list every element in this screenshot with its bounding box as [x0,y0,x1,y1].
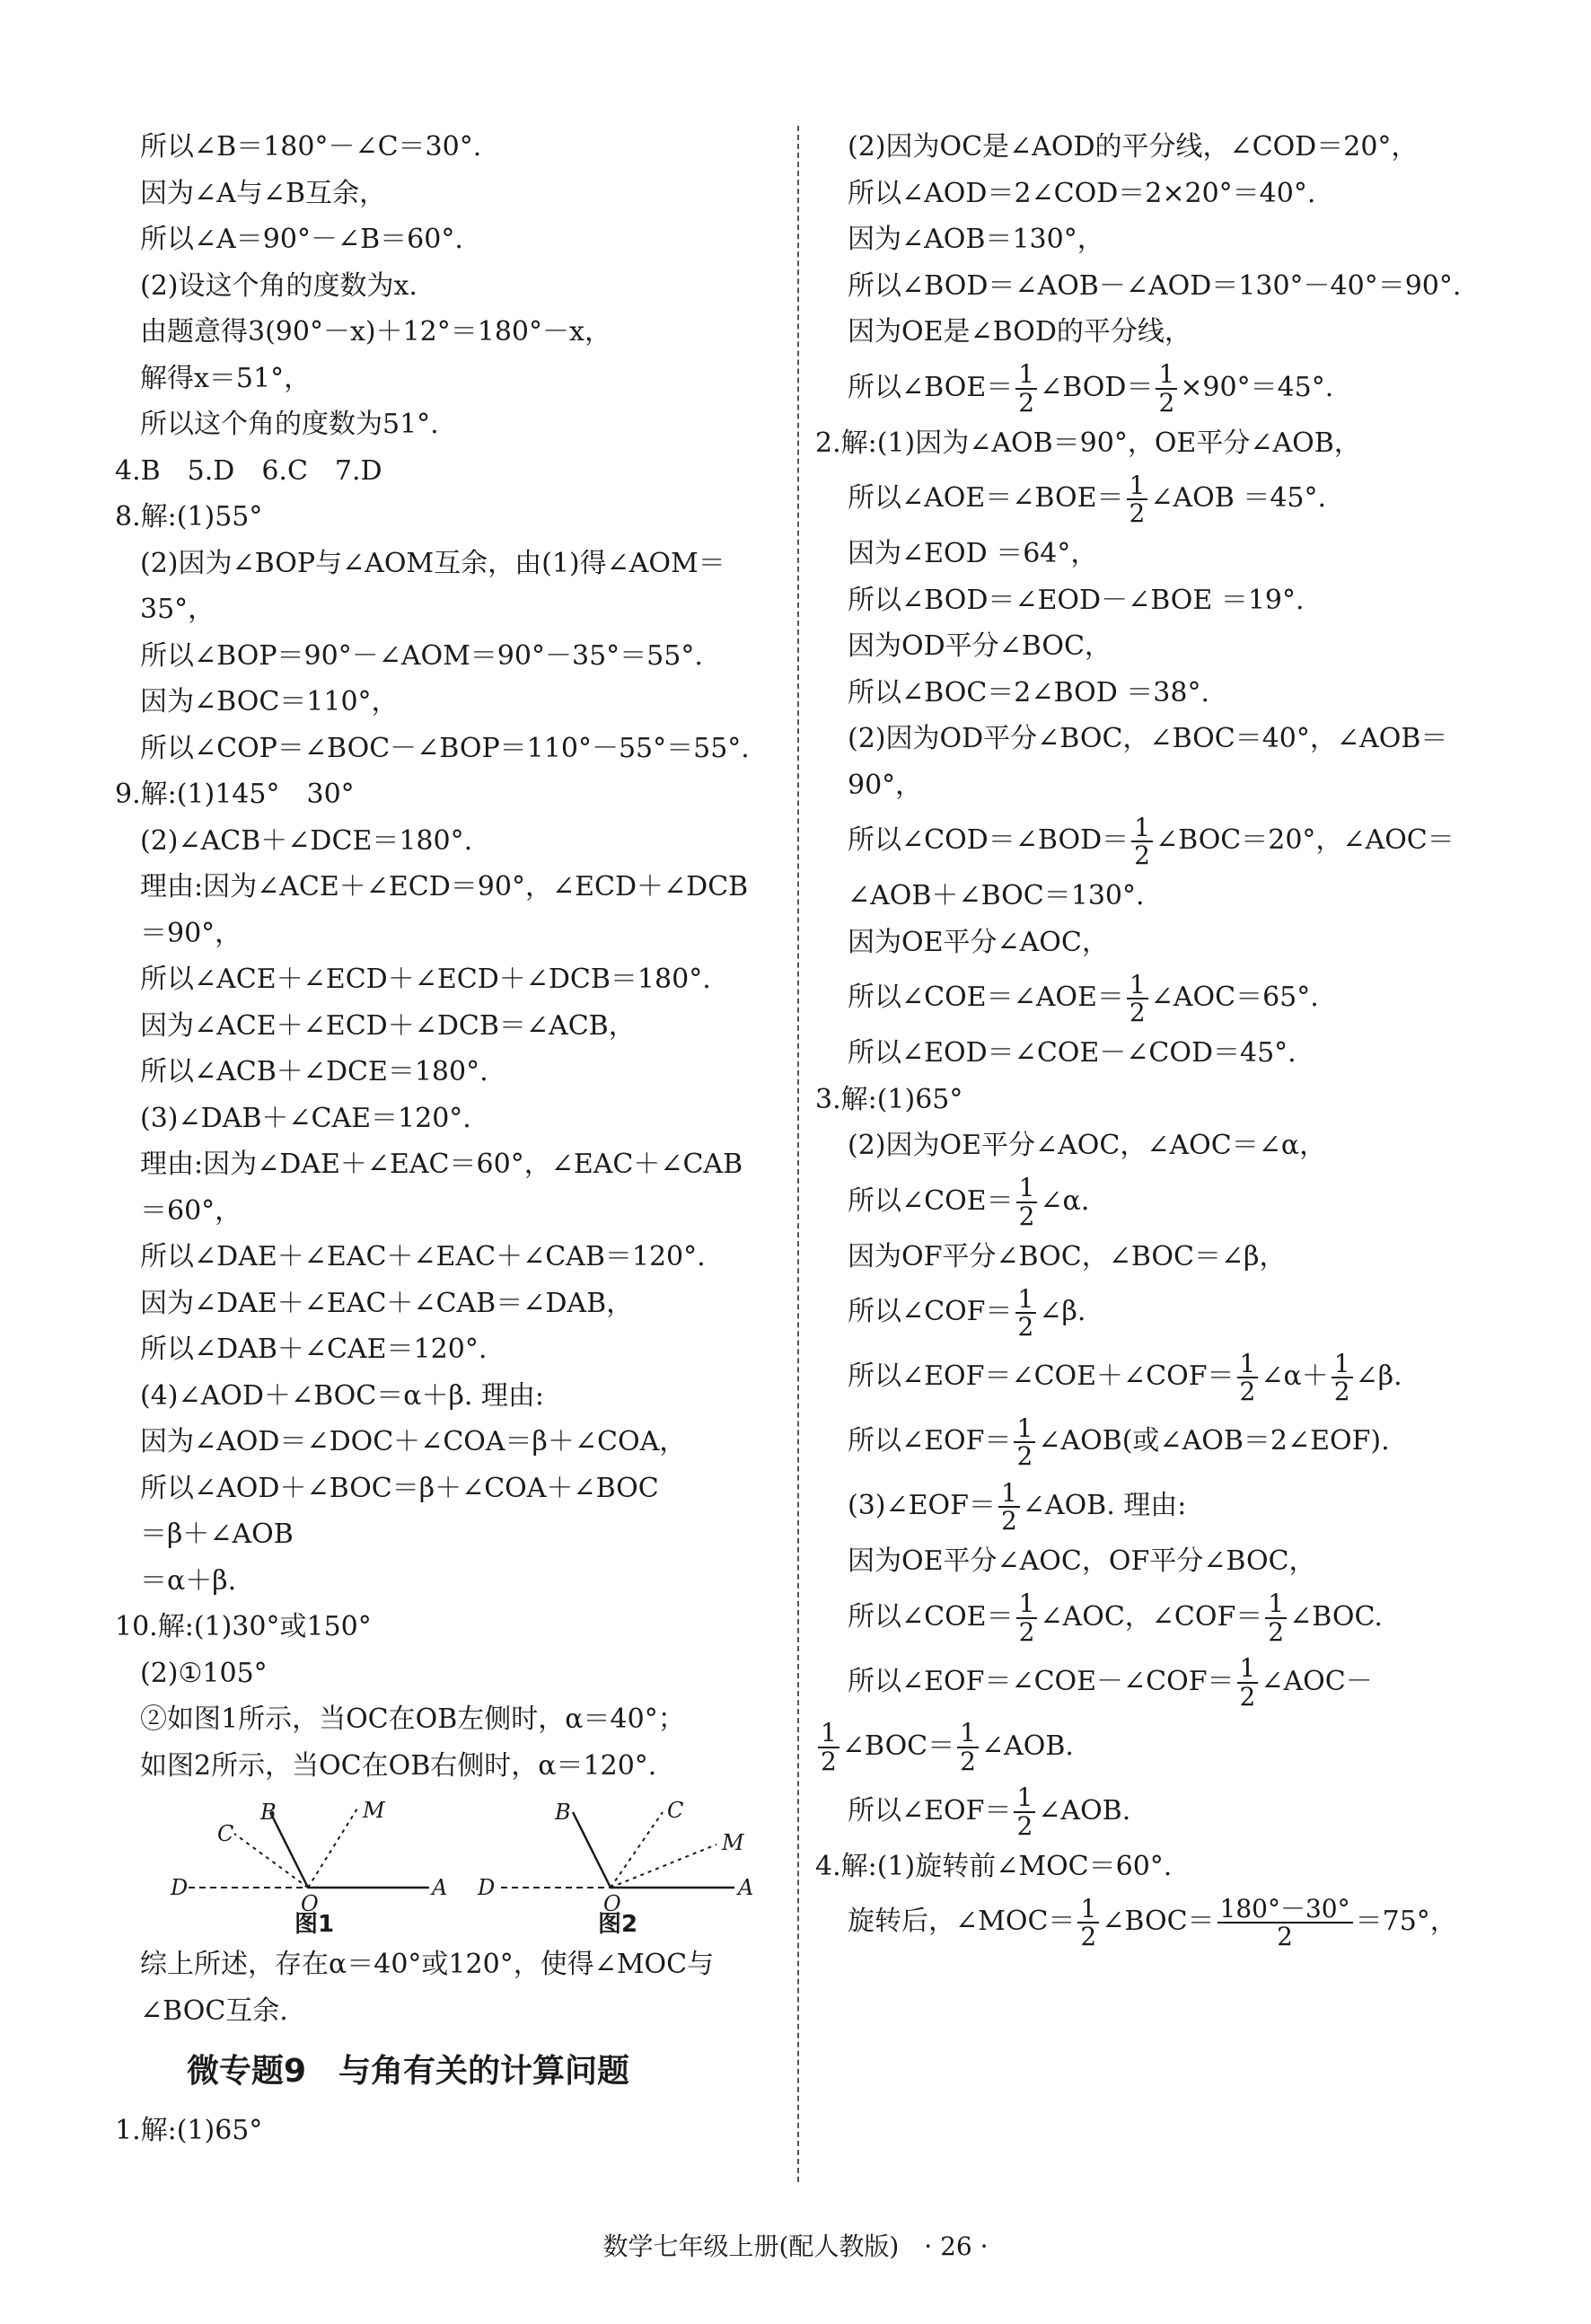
text-line: 如图2所示，当OC在OB右侧时，α＝120°. [140,1749,657,1782]
fraction [1077,1893,1099,1951]
fraction-line [815,1474,1498,1538]
fraction-numerator: 1 [1015,1286,1037,1314]
fraction-numerator: 1 [1014,1784,1035,1812]
label-o: O [301,1891,319,1916]
fraction-line [815,1169,1498,1234]
fraction-line [815,356,1498,420]
label-m: M [722,1830,744,1855]
fraction-denominator: 2 [1268,1616,1285,1647]
text-segment: ∠β. [1355,1360,1402,1392]
ray-om-dotted [308,1809,357,1888]
fraction-denominator: 2 [1018,387,1035,418]
ray-oc-dotted [611,1812,663,1888]
fraction-denominator: 2 [1333,1377,1350,1406]
fraction-numerator: 1 [1265,1590,1287,1618]
text-line: (2)设这个角的度数为x. [140,269,418,302]
text-segment: 所以∠COD＝∠BOD＝ [848,824,1130,856]
text-line: 因为∠BOC＝110°， [140,686,399,717]
text-segment: ∠β. [1039,1296,1086,1327]
text-line: ＝60°， [140,1194,242,1227]
text-line: 因为OF平分∠BOC，∠BOC＝∠β， [848,1240,1287,1272]
ray-ob [573,1812,611,1888]
text-line: 所以∠BOD＝∠AOB－∠AOD＝130°－40°＝90°. [848,269,1462,302]
text-segment: 所以∠EOF＝ [848,1425,1012,1457]
fraction-numerator: 1 [1237,1351,1259,1378]
fraction-denominator: 2 [1016,1441,1033,1471]
fraction [1127,969,1148,1027]
text-segment: ×90°＝45°. [1180,371,1334,403]
fraction-line [815,1779,1498,1844]
fraction-line [815,466,1498,531]
text-line: ∠BOC互余. [140,1994,288,2027]
fraction [1015,361,1037,416]
text-segment: ∠AOC－ [1261,1665,1373,1697]
text-line: 所以∠A＝90°－∠B＝60°. [140,224,463,255]
problem-heading: 3.解:(1)65° [815,1083,963,1115]
text-line: 由题意得3(90°－x)＋12°＝180°－x， [140,316,611,348]
fraction [1131,814,1153,869]
text-line: ②如图1所示，当OC在OB左侧时，α＝40°； [140,1703,685,1735]
fraction [1127,472,1148,527]
text-line: 解得x＝51°， [140,362,312,394]
problem-heading: 1.解:(1)65° [115,2115,263,2146]
text-segment: ∠AOC＝65°. [1150,982,1319,1013]
text-line: ＝β＋∠AOB [140,1519,294,1550]
fraction-line [815,1889,1498,1954]
fraction-numerator: 1 [1332,1351,1353,1378]
fraction-numerator: 1 [957,1720,979,1747]
fraction-numerator: 1 [818,1720,839,1747]
text-segment: ∠AOB. 理由: [1022,1490,1187,1521]
problem-heading: 10.解:(1)30°或150° [115,1611,372,1642]
text-segment: ∠AOB(或∠AOB＝2∠EOF). [1038,1425,1390,1457]
label-d: D [478,1875,496,1900]
fraction-denominator: 2 [1018,1201,1035,1231]
fraction-numerator: 1 [1015,361,1037,389]
problem-heading: 2.解:(1)因为∠AOB＝90°，OE平分∠AOB， [815,427,1361,459]
text-line: (4)∠AOD＋∠BOC＝α＋β. 理由: [140,1379,545,1412]
text-line: ＝α＋β. [140,1564,237,1597]
fraction-line [815,808,1498,873]
text-line: (2)①105° [140,1657,268,1689]
text-segment: 所以∠COE＝∠AOE＝ [848,982,1124,1013]
text-line: 因为∠DAE＋∠EAC＋∠CAB＝∠DAB， [140,1287,634,1319]
fraction-line [815,1585,1498,1650]
text-line: 理由:因为∠DAE＋∠EAC＝60°，∠EAC＋∠CAB [140,1149,743,1180]
fraction-numerator: 1 [1127,472,1148,500]
figures-row [115,1798,779,1916]
label-c: C [667,1798,684,1823]
fraction [818,1720,839,1774]
text-line: 所以∠BOC＝2∠BOD ＝38°. [848,676,1210,709]
text-segment: ∠BOC. [1289,1600,1383,1633]
text-line: ∠AOB＋∠BOC＝130°. [848,880,1145,911]
text-line: (2)因为∠BOP与∠AOM互余，由(1)得∠AOM＝ [140,547,725,579]
fraction-line [815,1650,1498,1714]
text-line: (2)因为OD平分∠BOC，∠BOC＝40°，∠AOB＝ [848,723,1448,754]
figure-2-caption: 图2 [598,1911,638,1938]
fraction-denominator: 2 [1018,1616,1035,1647]
left-column [115,124,779,2154]
label-m: M [363,1798,385,1823]
fraction-denominator: 2 [1017,1312,1034,1342]
text-line: 因为OE平分∠AOC， [848,926,1109,958]
fraction [998,1477,1020,1536]
fraction-numerator: 1 [1016,1590,1038,1618]
text-line: 所以∠AOD＝2∠COD＝2×20°＝40°. [848,177,1316,209]
text-segment: 所以∠COF＝ [848,1296,1013,1327]
fraction-denominator: 2 [1000,1506,1017,1536]
text-segment: ∠α. [1040,1184,1090,1217]
label-o: O [603,1891,621,1916]
label-d: D [171,1875,189,1900]
text-segment: 所以∠BOE＝ [848,371,1014,403]
fraction-numerator: 180°－30° [1217,1896,1353,1923]
right-column [815,124,1498,1954]
text-line: (2)因为OE平分∠AOC，∠AOC＝∠α， [848,1130,1327,1161]
fraction [1332,1348,1353,1406]
text-segment: 所以∠EOF＝∠COE＋∠COF＝ [848,1360,1235,1392]
text-segment: ∠BOC＝ [841,1730,955,1762]
text-segment: (3)∠EOF＝ [848,1490,996,1521]
fraction-line [815,1714,1498,1779]
text-segment: ∠BOC＝20°，∠AOC＝ [1155,824,1455,856]
fraction-line [815,1409,1498,1474]
page-footer: 数学七年级上册(配人教版) · 26 · [602,2232,989,2261]
text-line: 所以∠DAB＋∠CAE＝120°. [140,1334,488,1365]
fraction-numerator: 1 [1131,814,1153,842]
label-a: A [738,1875,754,1900]
text-line: 理由:因为∠ACE＋∠ECD＝90°，∠ECD＋∠DCB [140,871,749,902]
angle-figures [171,1798,806,1916]
section-title: 微专题9 与角有关的计算问题 [187,2053,630,2090]
text-segment: 旋转后，∠MOC＝ [848,1906,1076,1937]
fraction-denominator: 2 [1080,1922,1097,1951]
problem-heading: 8.解:(1)55° [115,501,263,533]
text-line: 所以∠AOD＋∠BOC＝β＋∠COA＋∠BOC [140,1472,659,1504]
fraction-numerator: 1 [998,1480,1020,1508]
fraction-denominator: 2 [960,1746,976,1776]
text-line: 所以∠B＝180°－∠C＝30°. [140,131,482,163]
text-segment: ∠α＋ [1261,1360,1329,1392]
fraction-numerator: 1 [1014,1415,1035,1443]
text-segment: ＝75°， [1355,1906,1457,1937]
label-b: B [555,1800,571,1825]
fraction-numerator: 1 [1016,1175,1038,1202]
fraction-denominator: 2 [1016,1810,1033,1841]
fraction-line [815,1280,1498,1344]
text-line: 因为OE是∠BOD的平分线， [848,316,1191,348]
label-b: B [260,1800,277,1825]
problem-heading: 4.解:(1)旋转前∠MOC＝60°. [815,1850,1173,1882]
text-segment: ∠AOB. [980,1730,1074,1762]
fraction-denominator: 2 [1277,1922,1293,1951]
text-line: 因为∠AOB＝130°， [848,224,1104,255]
fraction [1014,1784,1035,1839]
fraction-denominator: 2 [1158,387,1175,418]
fraction [1016,1175,1038,1229]
text-segment: ∠BOD＝ [1040,371,1154,403]
text-line: (2)因为OC是∠AOD的平分线，∠COD＝20°， [848,131,1419,163]
fraction [1015,1283,1037,1342]
fraction-line [815,965,1498,1030]
text-line: 所以∠COP＝∠BOC－∠BOP＝110°－55°＝55°. [140,732,750,764]
fraction-numerator: 1 [1156,361,1177,389]
text-line: 90°， [848,769,923,801]
text-line: 所以∠EOD＝∠COE－∠COD＝45°. [848,1037,1297,1069]
text-segment: 所以∠AOE＝∠BOE＝ [848,482,1124,514]
text-line: 所以∠BOD＝∠EOD－∠BOE ＝19°. [848,584,1305,616]
text-line: 所以∠DAE＋∠EAC＋∠EAC＋∠CAB＝120°. [140,1241,706,1272]
text-segment: ∠AOC，∠COF＝ [1040,1600,1263,1633]
text-line: 所以∠BOP＝90°－∠AOM＝90°－35°＝55°. [140,639,703,672]
fraction-denominator: 2 [1239,1377,1256,1406]
ray-oc-dotted [234,1834,308,1888]
fraction [1014,1415,1035,1470]
text-segment: ∠AOB ＝45°. [1150,482,1327,514]
fraction [1217,1893,1353,1951]
fraction-denominator: 2 [1239,1681,1256,1712]
fraction [1237,1348,1259,1406]
text-line: ＝90°， [140,917,242,949]
fraction [1016,1590,1038,1645]
fraction-numerator: 1 [1077,1896,1099,1923]
text-line: 因为OD平分∠BOC， [848,630,1112,662]
label-c: C [217,1821,234,1846]
text-line: 所以∠ACB＋∠DCE＝180°. [140,1056,488,1087]
text-line: 因为∠AOD＝∠DOC＋∠COA＝β＋∠COA， [140,1426,687,1457]
text-segment: 所以∠EOF＝∠COE－∠COF＝ [848,1665,1235,1697]
figure-2 [477,1798,753,1916]
figure-1 [170,1798,447,1916]
text-segment: 所以∠COE＝ [848,1184,1014,1217]
fraction-numerator: 1 [1127,972,1148,999]
fraction [957,1720,979,1774]
problem-heading: 9.解:(1)145° 30° [115,779,355,810]
text-line: 所以这个角的度数为51°. [140,409,439,440]
answer-line: 4.B 5.D 6.C 7.D [115,454,382,487]
fraction [1265,1590,1287,1645]
fraction-denominator: 2 [1129,498,1146,528]
text-line: 因为OE平分∠AOC，OF平分∠BOC， [848,1545,1316,1577]
fraction-denominator: 2 [1134,841,1150,870]
text-line: 所以∠ACE＋∠ECD＋∠ECD＋∠DCB＝180°. [140,964,711,995]
fraction-denominator: 2 [821,1746,837,1776]
text-segment: 所以∠EOF＝ [848,1794,1012,1827]
fraction [1156,361,1177,416]
text-line: (2)∠ACB＋∠DCE＝180°. [140,824,473,857]
text-segment: 所以∠COE＝ [848,1600,1014,1633]
fraction-line [815,1344,1498,1409]
text-line: 因为∠ACE＋∠ECD＋∠DCB＝∠ACB， [140,1009,636,1042]
text-segment: ∠AOB. [1038,1794,1131,1827]
fraction [1237,1655,1259,1710]
text-line: 因为∠A与∠B互余， [140,177,386,209]
label-a: A [432,1875,448,1900]
fraction-denominator: 2 [1129,998,1146,1027]
text-segment: ∠BOC＝ [1102,1906,1215,1937]
text-line: (3)∠DAB＋∠CAE＝120°. [140,1102,471,1134]
text-line: 综上所述，存在α＝40°或120°，使得∠MOC与 [140,1949,715,1980]
figure-captions [115,1906,779,1941]
text-line: 因为∠EOD ＝64°， [848,538,1098,569]
fraction-numerator: 1 [1237,1655,1259,1683]
text-line: 35°， [140,594,215,625]
figure-1-caption: 图1 [294,1911,335,1938]
